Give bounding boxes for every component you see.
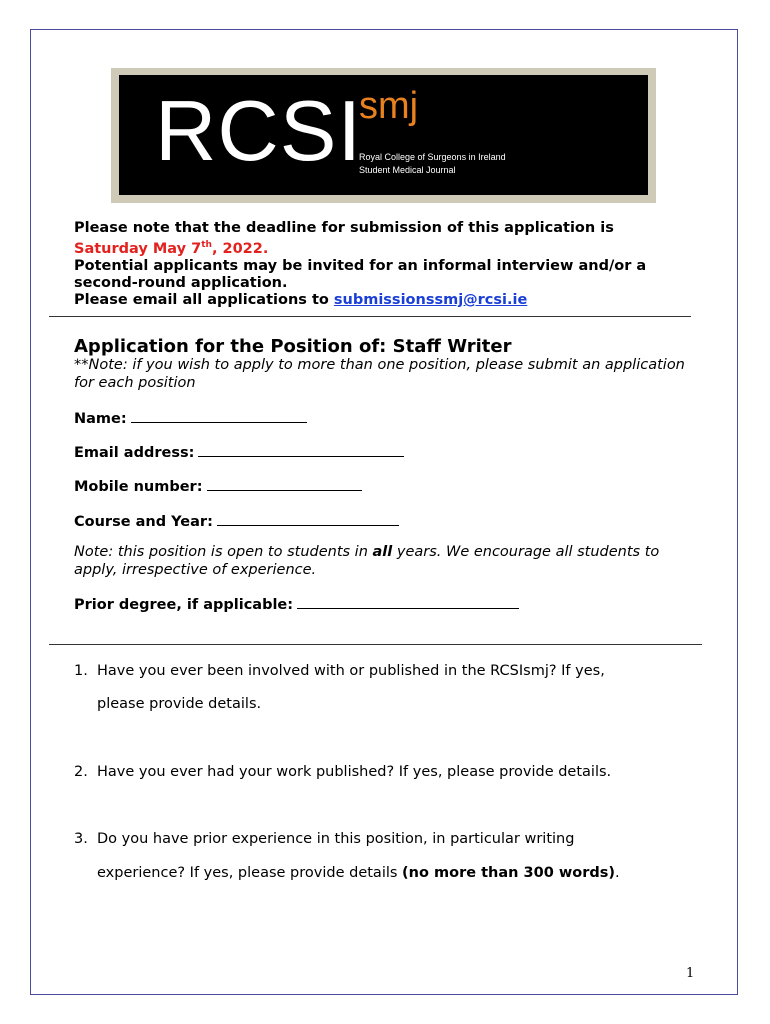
course-blank[interactable] — [217, 511, 399, 526]
question-1-number: 1. — [74, 663, 88, 679]
question-1-line-1: Have you ever been involved with or published in the RCSIsmj? If yes, — [97, 663, 605, 679]
deadline-date-sup: th — [201, 240, 212, 250]
notice-interview: Potential applicants may be invited for an informal interview and/or a second-round application. — [74, 257, 647, 291]
question-3-line-2-end: . — [614, 865, 620, 881]
prior-degree-blank[interactable] — [297, 594, 519, 609]
question-2-line-1: Have you ever had your work published? If yes, please provide details. — [97, 764, 612, 780]
logo-background — [119, 75, 648, 195]
course-label: Course and Year: — [74, 514, 213, 530]
question-2-number: 2. — [74, 764, 88, 780]
position-heading: Application for the Position of: Staff Writer — [74, 336, 512, 357]
question-3-number: 3. — [74, 831, 88, 847]
email-prefix: Please email all applications to — [74, 291, 334, 308]
mobile-label: Mobile number: — [74, 479, 203, 495]
course-field — [74, 511, 399, 530]
page-number: 1 — [686, 966, 695, 981]
question-3-line-2 — [97, 866, 620, 881]
logo-subtitle-2: Student Medical Journal — [359, 165, 456, 175]
rcsi-smj-logo — [111, 68, 656, 203]
email-field — [74, 442, 404, 461]
question-3-line-2-text: experience? If yes, please provide details — [97, 865, 403, 881]
submission-email-link[interactable]: submissionssmj@rcsi.ie — [333, 291, 528, 308]
email-blank[interactable] — [198, 442, 404, 457]
logo-rcsi-text: RCSI — [155, 84, 363, 179]
question-3-word-limit: (no more than 300 words) — [402, 865, 615, 881]
mobile-field — [74, 476, 362, 495]
logo-smj-text: smj — [359, 85, 419, 127]
name-label: Name: — [74, 411, 127, 427]
name-field — [74, 408, 307, 427]
years-note — [74, 543, 694, 579]
years-note-suffix: years. We encourage all students to apply, irrespective of experience. — [74, 544, 660, 578]
deadline-notice — [74, 220, 714, 309]
deadline-date-main: Saturday May 7 — [74, 240, 202, 257]
prior-degree-field — [74, 594, 519, 613]
deadline-date — [74, 237, 714, 258]
logo-subtitle-1: Royal College of Surgeons in Ireland — [359, 152, 506, 162]
prior-degree-label: Prior degree, if applicable: — [74, 597, 294, 613]
email-label: Email address: — [74, 445, 195, 461]
divider-top — [49, 316, 691, 317]
multi-position-note: **Note: if you wish to apply to more than one position, please submit an application for each position — [74, 357, 685, 391]
years-note-bold: all — [372, 544, 393, 560]
divider-bottom — [49, 644, 702, 645]
notice-email-line — [74, 292, 714, 309]
notice-line-1: Please note that the deadline for submission of this application is — [74, 220, 614, 236]
name-blank[interactable] — [131, 408, 307, 423]
deadline-date-year: , 2022. — [211, 240, 269, 257]
question-3-line-1: Do you have prior experience in this position, in particular writing — [97, 831, 575, 847]
question-1-line-2: please provide details. — [97, 696, 262, 712]
years-note-prefix: Note: this position is open to students in — [74, 544, 373, 560]
mobile-blank[interactable] — [207, 476, 362, 491]
